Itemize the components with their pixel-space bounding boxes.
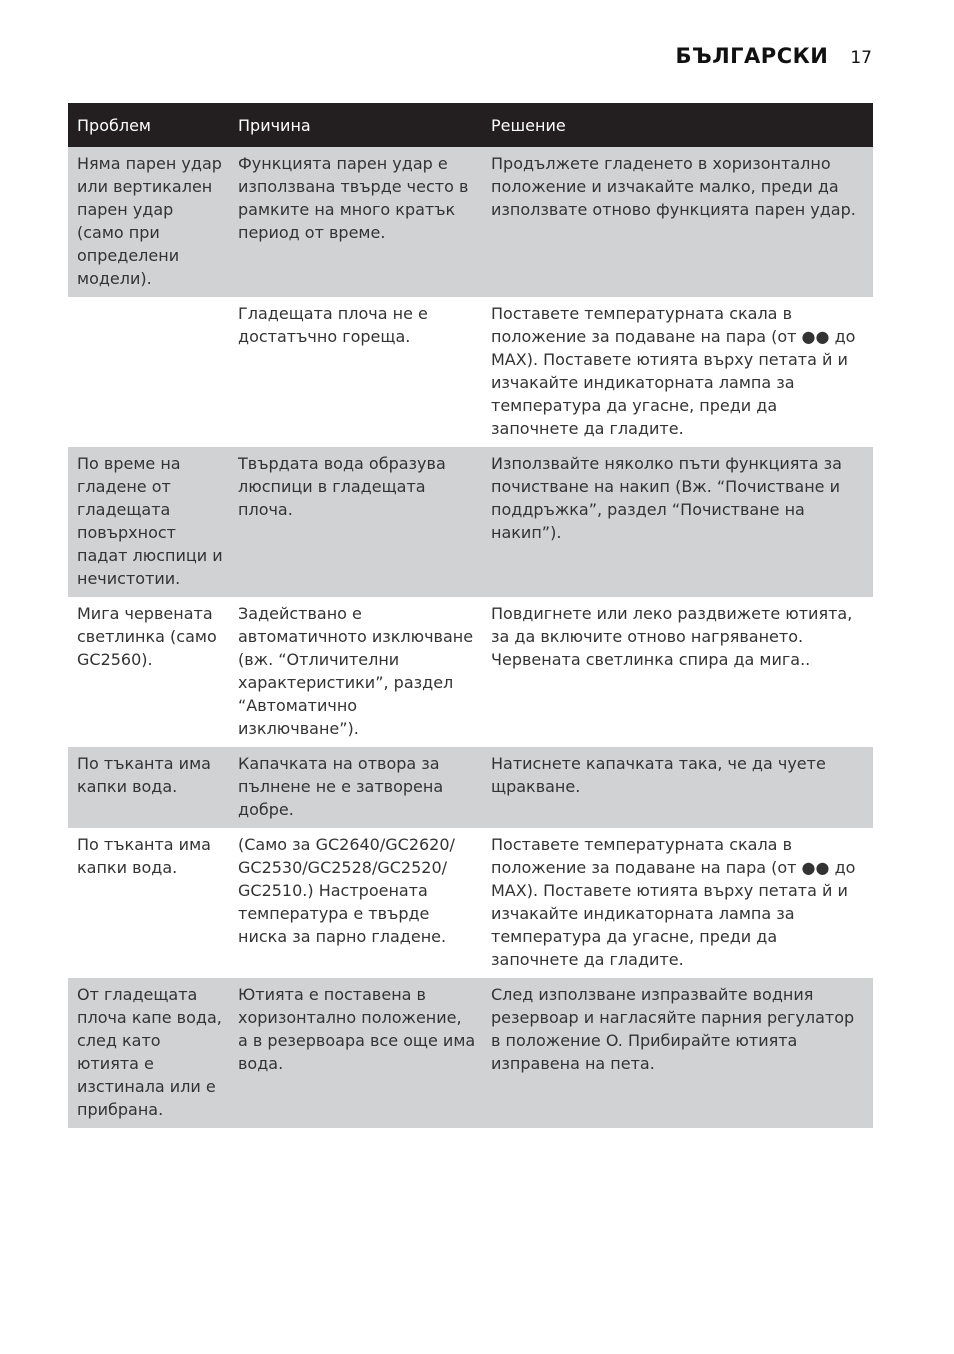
troubleshooting-table: [68, 103, 873, 1128]
solution-cell: Използвайте няколко пъти функцията за почистване на накип (Вж. “Почистване и поддръжка”, раздел “Почистване на накип”).: [482, 447, 873, 597]
problem-cell: Няма парен удар или вертикален парен удар (само при определени модели).: [68, 147, 229, 297]
solution-cell: След използване изпразвайте водния резервоар и нагласяйте парния регулатор в положение O. Прибирайте ютията изправена на пета.: [482, 978, 873, 1128]
table-row: [68, 447, 873, 597]
cause-cell: Твърдата вода образува люспици в гладещата плоча.: [229, 447, 482, 597]
column-header-solution: Решение: [482, 103, 873, 147]
table-row: [68, 747, 873, 828]
table-row: [68, 147, 873, 297]
page-header: [676, 44, 873, 68]
solution-cell: Натиснете капачката така, че да чуете щракване.: [482, 747, 873, 828]
table-row: [68, 597, 873, 747]
cause-cell: (Само за GC2640/GC2620/ GC2530/GC2528/GC2520/ GC2510.) Настроената температура е твърде ниска за парно гладене.: [238, 835, 455, 946]
cause-cell: Задействано е автоматичното изключване (вж. “Отличителни характеристики”, раздел “Автоматично изключване”).: [238, 604, 474, 738]
cause-cell: Капачката на отвора за пълнене не е затворена добре.: [229, 747, 482, 828]
problem-cell: По време на гладене от гладещата повърхност падат люспици и нечистотии.: [68, 447, 229, 597]
cause-cell: Гладещата плоча не е достатъчно гореща.: [238, 304, 428, 346]
table-row: [68, 978, 873, 1128]
problem-cell: [68, 297, 229, 447]
solution-cell: Поставете температурната скала в положение за подаване на пара (от ●● до MAX). Поставете ютията върху петата й и изчакайте индикаторната лампа за температура да угасне, преди да започнете да гладите.: [491, 304, 856, 438]
table-row: [68, 297, 873, 447]
solution-cell: Продължете гладенето в хоризонтално положение и изчакайте малко, преди да използвате отново функцията парен удар.: [482, 147, 873, 297]
problem-cell: По тъканта има капки вода.: [68, 747, 229, 828]
solution-cell: Повдигнете или леко раздвижете ютията, за да включите отново нагряването. Червената светлинка спира да мига..: [491, 604, 853, 669]
problem-cell: Мига червената светлинка (само GC2560).: [77, 604, 217, 669]
solution-cell: Поставете температурната скала в положение за подаване на пара (от ●● до MAX). Поставете ютията върху петата й и изчакайте индикаторната лампа за температура да угасне, преди да започнете да гладите.: [491, 835, 856, 969]
problem-cell: По тъканта има капки вода.: [77, 835, 211, 877]
language-label: БЪЛГАРСКИ: [675, 44, 829, 68]
column-header-problem: Проблем: [68, 103, 229, 147]
column-header-cause: Причина: [229, 103, 482, 147]
table-row: [68, 828, 873, 978]
problem-cell: От гладещата плоча капе вода, след като ютията е изстинала или е прибрана.: [68, 978, 229, 1128]
page-number: 17: [850, 48, 872, 68]
cause-cell: Ютията е поставена в хоризонтално положение, а в резервоара все още има вода.: [229, 978, 482, 1128]
table-header-row: [68, 103, 873, 147]
cause-cell: Функцията парен удар е използвана твърде често в рамките на много кратък период от време.: [229, 147, 482, 297]
